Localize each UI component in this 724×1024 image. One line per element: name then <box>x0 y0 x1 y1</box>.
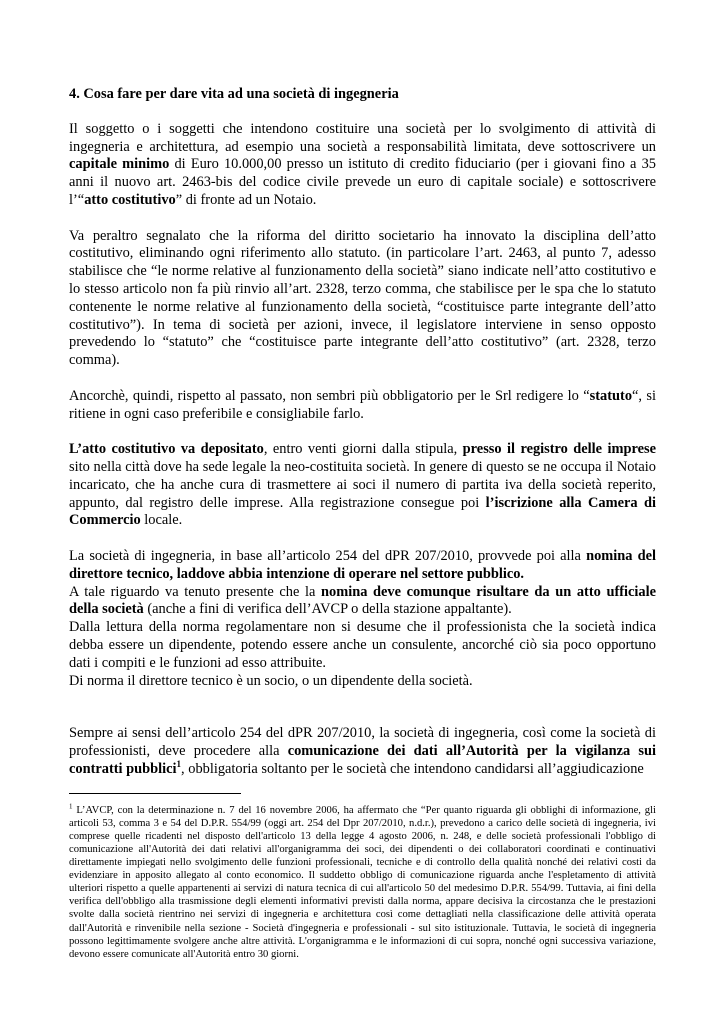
document-page <box>69 86 656 961</box>
bold-comunicazione-dati: comunicazione dei dati all’Autorità per la vigilanza sui contratti pubblici <box>69 743 656 777</box>
bold-statuto: statuto <box>589 387 633 404</box>
footnote-ref: 1 <box>176 759 182 770</box>
text-run: sito nella città dove ha sede legale la neo-costituita società. In genere di questo se ne occupa il Notaio incaricato, che ha anche cura di trasmettere ai soci il numero di partita iva della società reperito, appunto, dal registro delle imprese. Alla registrazione consegue poi <box>69 458 656 511</box>
paragraph-direttore-tecnico <box>69 548 656 584</box>
text-run: locale. <box>140 512 183 529</box>
text-run: Ancorchè, quindi, rispetto al passato, non sembri più obbligatorio per le Srl redigere lo “ <box>69 387 590 404</box>
bold-atto-costitutivo: atto costitutivo <box>84 191 176 208</box>
bold-nomina-direttore: nomina del direttore tecnico, laddove abbia intenzione di operare nel settore pubblico. <box>69 547 657 582</box>
paragraph-deposito <box>69 441 656 530</box>
text-run: Sempre ai sensi dell’articolo 254 del dPR 207/2010, la società di ingegneria, così come la società di professionisti, deve procedere alla <box>69 725 656 760</box>
text-run: (anche a fini di verifica dell’AVCP o della stazione appaltante). <box>143 601 512 618</box>
footnote <box>69 804 656 961</box>
text-run: La società di ingegneria, in base all’articolo 254 del dPR 207/2010, provvede poi alla <box>69 547 587 564</box>
section-heading: 4. Cosa fare per dare vita ad una società di ingegneria <box>69 86 399 102</box>
text-run: , entro venti giorni dalla stipula, <box>263 441 463 458</box>
text-run: Il soggetto o i soggetti che intendono costituire una società per lo svolgimento di attività di ingegneria e architettura, ad esempio una società a responsabilità limitata, deve sottoscrivere un <box>69 120 656 155</box>
footnote-separator <box>69 793 241 794</box>
bold-nomina-atto-ufficiale: nomina deve comunque risultare da un atto ufficiale della società <box>69 583 656 618</box>
text-run: ” di fronte ad un Notaio. <box>175 191 317 208</box>
bold-atto-depositato: L’atto costitutivo va depositato <box>69 441 264 458</box>
text-run: di Euro 10.000,00 presso un istituto di credito fiduciario (per i giovani fino a 35 anni il nuovo art. 2463-bis del codice civile prevede un euro di capitale sociale) e sottoscrivere l’“ <box>69 156 656 208</box>
footnote-number: 1 <box>69 802 73 811</box>
text-run: “, si ritiene in ogni caso preferibile e consigliabile farlo. <box>69 387 656 422</box>
paragraph-capitale <box>69 121 656 210</box>
bold-capitale-minimo: capitale minimo <box>69 156 170 173</box>
text-run: A tale riguardo va tenuto presente che la <box>69 583 322 600</box>
bold-camera-commercio: l’iscrizione alla Camera di Commercio <box>69 494 656 529</box>
paragraph-nomina-atto <box>69 584 656 620</box>
bold-registro-imprese: presso il registro delle imprese <box>462 441 656 458</box>
paragraph-statuto <box>69 388 656 424</box>
footnote-text: L’AVCP, con la determinazione n. 7 del 16 novembre 2006, ha affermato che “Per quanto riguarda gli obblighi di informazione, gli articoli 53, comma 3 e 54 del D.P.R. 554/99 (oggi art. 254 del Dpr 207/2010, n.d.r.), prevedono a carico delle società di ingegneria, ivi comprese quelle ricadenti nel disposto dell'articolo 13 della legge 4 agosto 2006, n. 248, e delle società professionali l'obbligo di comunicazione all'Autorità dei dati relativi all'organigramma dei soci, dei dipendenti o dei collaboratori coordinati e continuativi direttamente impiegati nello svolgimento delle funzioni professionali, tecniche e di controllo della qualità nonché dei relativi costi da evidenziare in apposito allegato al conto economico. Il suddetto obbligo di comunicazione riguarda anche l'espletamento di attività ulteriori rispetto a quelle appartenenti ai servizi di natura tecnica di cui all'articolo 50 del medesimo D.P.R. 554/99. Tuttavia, ai fini della verifica dell'obbligo alla trasmissione degli elementi informativi previsti dalla norma, appare decisiva la circostanza che le prestazioni svolte dalla società rientrino nei servizi di ingegneria e architettura così come dettagliati nella classificazione delle attività operata dall'Autorità e rinvenibile nella sezione - Società d'ingegneria e professionali - sul sito istituzionale. Tuttavia, le società di ingegneria possono legittimamente svolgere anche altre attività. L'organigramma e le informazioni di cui sopra, nonché ogni successiva variazione, devono essere comunicate all'Autorità entro 30 giorni. <box>69 804 656 960</box>
paragraph-norma: Dalla lettura della norma regolamentare non si desume che il professionista che la società indica debba essere un dipendente, potendo essere anche un consulente, ancorché ciò sia poco opportuno dati i compiti e le funzioni ad esso attribuite. <box>69 619 656 671</box>
paragraph-riforma: Va peraltro segnalato che la riforma del diritto societario ha innovato la disciplina dell’atto costitutivo, eliminando ogni riferimento allo statuto. (in particolare l’art. 2463, al punto 7, adesso stabilisce che “le norme relative al funzionamento della società” siano indicate nell’atto costitutivo e lo stesso articolo non fa più rinvio all’art. 2328, terzo comma, che stabilisce per le spa che lo statuto contenente le norme relative al funzionamento della società, “costituisce parte integrante dell’atto costitutivo”). In tema di società per azioni, invece, il legislatore interviene in senso opposto prevedendo lo “statuto” che “costituisce parte integrante dell’atto costitutivo” (art. 2328, terzo comma). <box>69 227 656 369</box>
text-run: , obbligatoria soltanto per le società che intendono candidarsi all’aggiudicazione <box>181 760 644 777</box>
paragraph-socio: Di norma il direttore tecnico è un socio, o un dipendente della società. <box>69 672 473 689</box>
paragraph-comunicazione <box>69 725 656 778</box>
